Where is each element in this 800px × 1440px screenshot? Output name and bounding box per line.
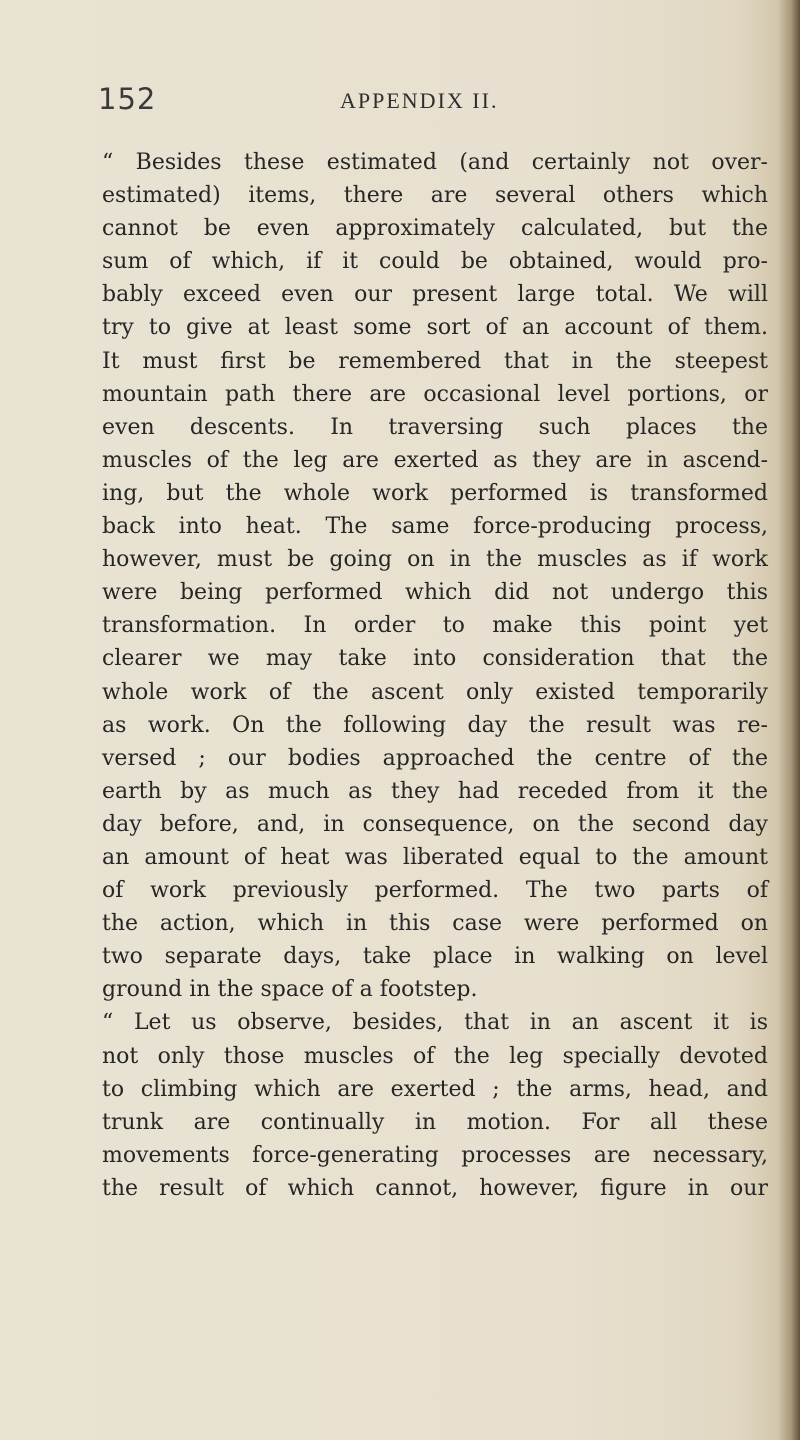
page-edge-shadow [778, 0, 800, 1440]
text-line: trunk are continually in motion. For all these [102, 1109, 768, 1135]
text-line: “ Besides these estimated (and certainly not over- [102, 150, 768, 175]
text-line: estimated) items, there are several others which [102, 183, 768, 209]
text-line: the action, which in this case were performed on [102, 911, 768, 937]
text-line: to climbing which are exerted ; the arms, head, and [102, 1076, 768, 1102]
text-line: It must first be remembered that in the steepest [102, 348, 768, 374]
text-line: of work previously performed. The two parts of [102, 878, 768, 904]
text-line: “ Let us observe, besides, that in an ascent it is [102, 1010, 768, 1036]
text-line: cannot be even approximately calculated, but the [102, 216, 768, 242]
text-line: earth by as much as they had receded from it the [102, 778, 768, 804]
text-line: day before, and, in consequence, on the second day [102, 811, 768, 837]
text-line: were being performed which did not undergo this [102, 580, 768, 606]
text-line: clearer we may take into consideration that the [102, 646, 768, 672]
text-line: not only those muscles of the leg specially devoted [102, 1043, 768, 1069]
text-line: the result of which cannot, however, figure in our [102, 1175, 768, 1201]
body-text [102, 146, 768, 1205]
text-line: mountain path there are occasional level portions, or [102, 381, 768, 407]
page-number: 152 [98, 82, 157, 116]
page-header [0, 82, 800, 122]
text-line: muscles of the leg are exerted as they are in ascend- [102, 447, 768, 473]
text-line: ing, but the whole work performed is transformed [102, 480, 768, 506]
text-line: movements force-generating processes are necessary, [102, 1142, 768, 1168]
text-line: however, must be going on in the muscles as if work [102, 547, 768, 573]
text-line: transformation. In order to make this point yet [102, 613, 768, 639]
text-line: sum of which, if it could be obtained, would pro- [102, 249, 768, 275]
text-line: try to give at least some sort of an account of them. [102, 315, 768, 341]
text-line: versed ; our bodies approached the centre of the [102, 745, 768, 771]
text-line: as work. On the following day the result was re- [102, 712, 768, 738]
text-line: whole work of the ascent only existed temporarily [102, 679, 768, 705]
text-line: an amount of heat was liberated equal to the amount [102, 844, 768, 870]
text-line: ground in the space of a footstep. [102, 977, 478, 1003]
text-line: two separate days, take place in walking on level [102, 944, 768, 970]
running-head: APPENDIX II. [340, 88, 499, 113]
text-line: bably exceed even our present large total. We will [102, 282, 768, 308]
text-line: back into heat. The same force-producing process, [102, 514, 768, 540]
text-line: even descents. In traversing such places the [102, 414, 768, 440]
